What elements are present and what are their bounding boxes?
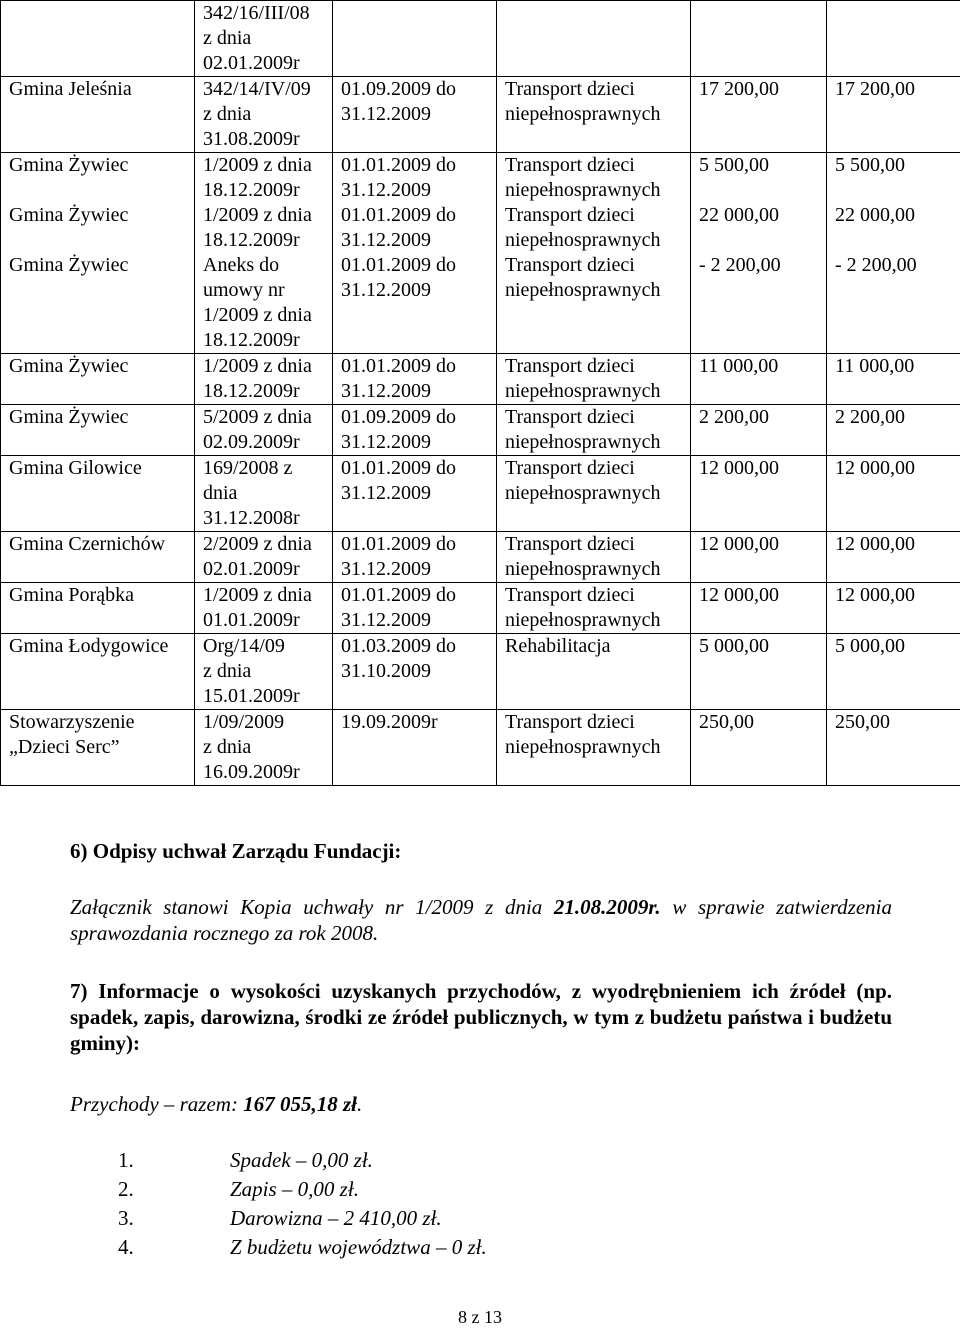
table-row xyxy=(1,634,960,710)
cell-line: 18.12.2009r xyxy=(203,179,300,201)
period-cell xyxy=(333,153,497,204)
list-item xyxy=(118,1175,487,1204)
cell-line: niepełnosprawnych xyxy=(505,279,661,301)
cell-line: 31.12.2009 xyxy=(341,609,431,631)
table-row xyxy=(1,203,960,253)
cell-line: 01.09.2009 do xyxy=(341,78,456,100)
agreement-cell xyxy=(195,456,333,532)
cell-line: 1/2009 z dnia xyxy=(203,584,312,606)
cell-line: 1/2009 z dnia xyxy=(203,154,312,176)
purpose-cell xyxy=(497,203,691,253)
list-item-number: 1. xyxy=(118,1148,134,1172)
cell-line: 16.09.2009r xyxy=(203,761,300,783)
cell-line: 19.09.2009r xyxy=(341,711,438,733)
cell-line: Transport dzieci xyxy=(505,406,635,428)
agreement-cell xyxy=(195,77,333,153)
cell-line: Transport dzieci xyxy=(505,584,635,606)
purpose-cell xyxy=(497,153,691,204)
cell-line: 02.01.2009r xyxy=(203,52,300,74)
purpose-cell xyxy=(497,634,691,710)
cell-line: Transport dzieci xyxy=(505,154,635,176)
table-row xyxy=(1,1,960,77)
cell-line: „Dzieci Serc” xyxy=(9,736,120,758)
amount-settled-cell: 5 500,00 xyxy=(827,153,960,204)
cell-line: Rehabilitacja xyxy=(505,635,611,657)
cell-line: niepełnosprawnych xyxy=(505,229,661,251)
period-cell xyxy=(333,77,497,153)
table-row xyxy=(1,77,960,153)
grants-table-body xyxy=(1,1,960,786)
income-list xyxy=(118,1146,487,1262)
cell-line: 01.01.2009 do xyxy=(341,204,456,226)
amount-settled-cell: 5 000,00 xyxy=(827,634,960,710)
cell-line: 02.01.2009r xyxy=(203,558,300,580)
cell-line: Transport dzieci xyxy=(505,457,635,479)
agreement-cell xyxy=(195,634,333,710)
amount-granted-cell: 12 000,00 xyxy=(691,583,827,634)
cell-line: 31.08.2009r xyxy=(203,128,300,150)
cell-line: 342/14/IV/09 xyxy=(203,78,311,100)
period-cell xyxy=(333,710,497,786)
entity-cell: Gmina Żywiec xyxy=(1,203,195,253)
cell-line: niepełnosprawnych xyxy=(505,380,661,402)
resolution-text-start: Załącznik stanowi Kopia uchwały nr 1/2009 z dnia xyxy=(70,895,554,919)
amount-granted-cell: 2 200,00 xyxy=(691,405,827,456)
agreement-cell xyxy=(195,405,333,456)
amount-granted-cell: 11 000,00 xyxy=(691,354,827,405)
table-row xyxy=(1,153,960,204)
income-total-value: 167 055,18 zł xyxy=(243,1092,357,1116)
amount-granted-cell: 12 000,00 xyxy=(691,532,827,583)
agreement-cell xyxy=(195,153,333,204)
agreement-cell xyxy=(195,710,333,786)
purpose-cell xyxy=(497,253,691,354)
table-row xyxy=(1,532,960,583)
cell-line: Transport dzieci xyxy=(505,254,635,276)
cell-line: niepełnosprawnych xyxy=(505,736,661,758)
table-row xyxy=(1,405,960,456)
cell-line: 31.10.2009 xyxy=(341,660,431,682)
cell-line: dnia xyxy=(203,482,238,504)
cell-line: niepełnosprawnych xyxy=(505,431,661,453)
agreement-cell xyxy=(195,354,333,405)
period-cell xyxy=(333,354,497,405)
entity-cell: Gmina Żywiec xyxy=(1,405,195,456)
cell-line: 01.09.2009 do xyxy=(341,406,456,428)
income-total-label: Przychody – razem: xyxy=(70,1092,244,1116)
cell-line: niepełnosprawnych xyxy=(505,609,661,631)
amount-settled-cell: 12 000,00 xyxy=(827,456,960,532)
section-6 xyxy=(70,838,892,946)
list-item-text: Darowizna – 2 410,00 zł. xyxy=(230,1206,442,1230)
cell-line: Aneks do xyxy=(203,254,280,276)
amount-settled-cell: 2 200,00 xyxy=(827,405,960,456)
purpose-cell xyxy=(497,405,691,456)
section-6-heading: 6) Odpisy uchwał Zarządu Fundacji: xyxy=(70,839,402,863)
cell-line: 1/2009 z dnia xyxy=(203,355,312,377)
list-item-number: 2. xyxy=(118,1177,134,1201)
cell-line: 2/2009 z dnia xyxy=(203,533,312,555)
list-item-text: Spadek – 0,00 zł. xyxy=(230,1148,373,1172)
cell-line: z dnia xyxy=(203,736,252,758)
cell-line: Transport dzieci xyxy=(505,355,635,377)
cell-line: 169/2008 z xyxy=(203,457,293,479)
purpose-cell xyxy=(497,354,691,405)
entity-cell: Gmina Porąbka xyxy=(1,583,195,634)
cell-line: z dnia xyxy=(203,660,252,682)
amount-settled-cell: 22 000,00 xyxy=(827,203,960,253)
table-row xyxy=(1,710,960,786)
entity-cell: Gmina Jeleśnia xyxy=(1,77,195,153)
amount-granted-cell: 12 000,00 xyxy=(691,456,827,532)
income-total xyxy=(70,1091,892,1117)
cell-line: umowy nr xyxy=(203,279,285,301)
resolution-text-end: w sprawie zatwierdzenia sprawozdania rocznego za rok 2008. xyxy=(70,895,892,945)
amount-granted-cell: - 2 200,00 xyxy=(691,253,827,354)
cell-line: niepełnosprawnych xyxy=(505,179,661,201)
period-cell xyxy=(333,253,497,354)
list-item-number: 3. xyxy=(118,1206,134,1230)
table-row xyxy=(1,354,960,405)
cell-line: 342/16/III/08 xyxy=(203,2,310,24)
entity-cell: Gmina Żywiec xyxy=(1,253,195,354)
cell-line: 01.01.2009 do xyxy=(341,584,456,606)
period-cell xyxy=(333,583,497,634)
cell-line: 31.12.2008r xyxy=(203,507,300,529)
amount-granted-cell: 17 200,00 xyxy=(691,77,827,153)
entity-cell: Gmina Żywiec xyxy=(1,153,195,204)
cell-line: 01.01.2009 do xyxy=(341,254,456,276)
table-row xyxy=(1,456,960,532)
cell-line: Transport dzieci xyxy=(505,533,635,555)
cell-line: 31.12.2009 xyxy=(341,179,431,201)
cell-line: 01.01.2009 do xyxy=(341,355,456,377)
cell-line: 31.12.2009 xyxy=(341,380,431,402)
cell-line: 5/2009 z dnia xyxy=(203,406,312,428)
cell-line: z dnia xyxy=(203,27,252,49)
cell-line: z dnia xyxy=(203,103,252,125)
period-cell xyxy=(333,456,497,532)
entity-cell: Gmina Żywiec xyxy=(1,354,195,405)
period-cell xyxy=(333,634,497,710)
amount-settled-cell: 12 000,00 xyxy=(827,583,960,634)
list-item-text: Z budżetu województwa – 0 zł. xyxy=(230,1235,487,1259)
list-item xyxy=(118,1146,487,1175)
amount-settled-cell xyxy=(827,1,960,77)
resolution-date: 21.08.2009r. xyxy=(553,895,661,919)
cell-line: 1/09/2009 xyxy=(203,711,285,733)
cell-line: 01.01.2009r xyxy=(203,609,300,631)
entity-cell xyxy=(1,710,195,786)
purpose-cell xyxy=(497,456,691,532)
cell-line: 31.12.2009 xyxy=(341,558,431,580)
cell-line: Transport dzieci xyxy=(505,204,635,226)
list-item xyxy=(118,1233,487,1262)
agreement-cell xyxy=(195,532,333,583)
section-7 xyxy=(70,978,892,1056)
purpose-cell xyxy=(497,583,691,634)
amount-settled-cell: 250,00 xyxy=(827,710,960,786)
cell-line: 18.12.2009r xyxy=(203,329,300,351)
cell-line: Transport dzieci xyxy=(505,78,635,100)
entity-cell: Gmina Czernichów xyxy=(1,532,195,583)
list-item xyxy=(118,1204,487,1233)
entity-cell xyxy=(1,1,195,77)
cell-line: niepełnosprawnych xyxy=(505,482,661,504)
period-cell xyxy=(333,1,497,77)
period-cell xyxy=(333,405,497,456)
section-7-heading: 7) Informacje o wysokości uzyskanych przychodów, z wyodrębnieniem ich źródeł (np. spadek, zapis, darowizna, środki ze źródeł publicznych, w tym z budżetu państwa i budżetu gminy): xyxy=(70,979,892,1055)
cell-line: 31.12.2009 xyxy=(341,482,431,504)
period-cell xyxy=(333,532,497,583)
cell-line: 1/2009 z dnia xyxy=(203,304,312,326)
amount-settled-cell: 11 000,00 xyxy=(827,354,960,405)
resolution-note xyxy=(70,894,892,946)
page-number: 8 z 13 xyxy=(458,1307,502,1327)
purpose-cell xyxy=(497,532,691,583)
amount-granted-cell xyxy=(691,1,827,77)
amount-settled-cell: 12 000,00 xyxy=(827,532,960,583)
agreement-cell xyxy=(195,253,333,354)
cell-line: Transport dzieci xyxy=(505,711,635,733)
list-item-number: 4. xyxy=(118,1235,134,1259)
cell-line: niepełnosprawnych xyxy=(505,558,661,580)
purpose-cell xyxy=(497,710,691,786)
amount-granted-cell: 5 500,00 xyxy=(691,153,827,204)
cell-line: 1/2009 z dnia xyxy=(203,204,312,226)
cell-line: 01.03.2009 do xyxy=(341,635,456,657)
agreement-cell xyxy=(195,203,333,253)
cell-line: Org/14/09 xyxy=(203,635,285,657)
cell-line: 31.12.2009 xyxy=(341,229,431,251)
cell-line: 01.01.2009 do xyxy=(341,533,456,555)
cell-line: 02.09.2009r xyxy=(203,431,300,453)
amount-granted-cell: 250,00 xyxy=(691,710,827,786)
amount-granted-cell: 22 000,00 xyxy=(691,203,827,253)
entity-cell: Gmina Łodygowice xyxy=(1,634,195,710)
cell-line: 31.12.2009 xyxy=(341,103,431,125)
amount-settled-cell: - 2 200,00 xyxy=(827,253,960,354)
purpose-cell xyxy=(497,77,691,153)
cell-line: 01.01.2009 do xyxy=(341,154,456,176)
cell-line: 18.12.2009r xyxy=(203,380,300,402)
cell-line: 18.12.2009r xyxy=(203,229,300,251)
agreement-cell xyxy=(195,1,333,77)
purpose-cell xyxy=(497,1,691,77)
entity-cell: Gmina Gilowice xyxy=(1,456,195,532)
cell-line: niepełnosprawnych xyxy=(505,103,661,125)
agreement-cell xyxy=(195,583,333,634)
period-cell xyxy=(333,203,497,253)
table-row xyxy=(1,253,960,354)
amount-granted-cell: 5 000,00 xyxy=(691,634,827,710)
list-item-text: Zapis – 0,00 zł. xyxy=(230,1177,359,1201)
cell-line: 01.01.2009 do xyxy=(341,457,456,479)
cell-line: 31.12.2009 xyxy=(341,431,431,453)
cell-line: 15.01.2009r xyxy=(203,685,300,707)
income-total-suffix: . xyxy=(356,1092,363,1116)
cell-line: 31.12.2009 xyxy=(341,279,431,301)
cell-line: Stowarzyszenie xyxy=(9,711,135,733)
table-row xyxy=(1,583,960,634)
amount-settled-cell: 17 200,00 xyxy=(827,77,960,153)
